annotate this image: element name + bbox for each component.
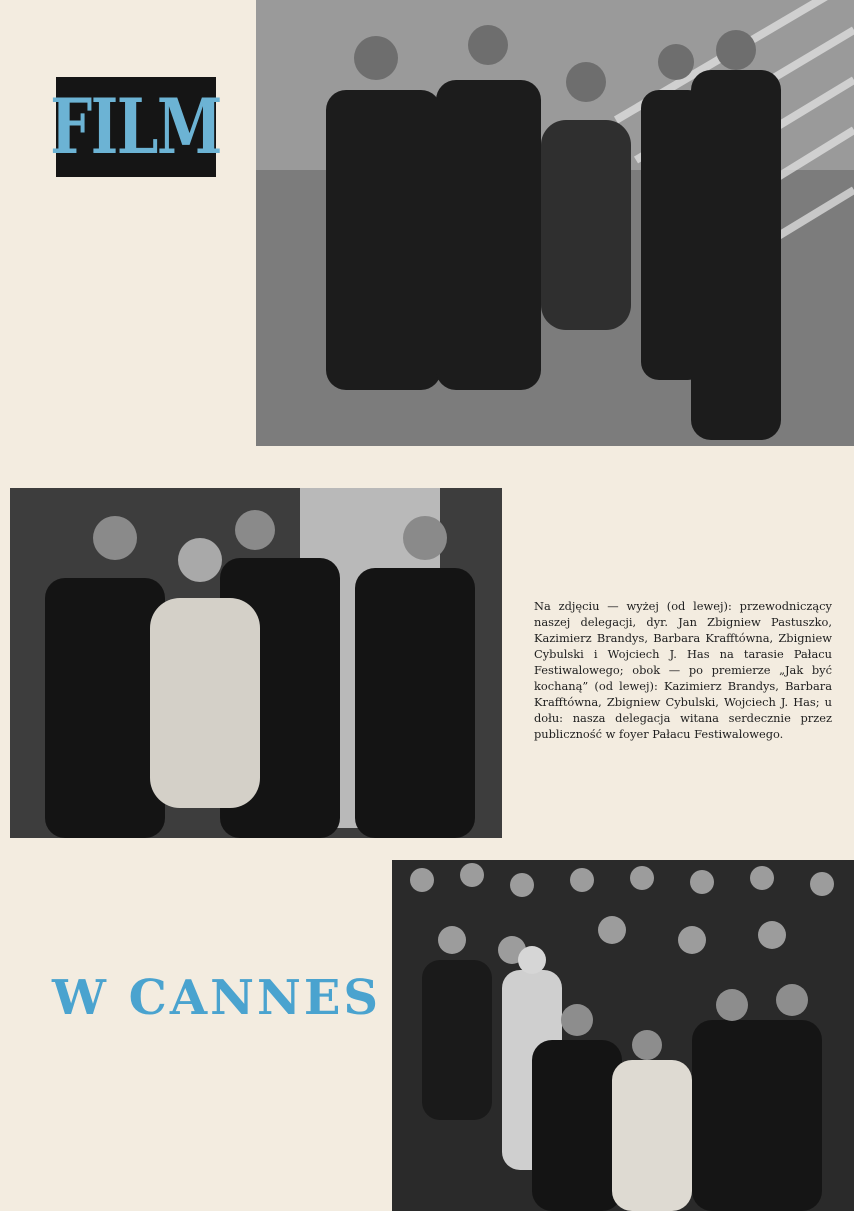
photo-foyer-welcome <box>392 860 854 1211</box>
film-title-block <box>50 77 222 177</box>
photo-premiere-group-image <box>10 488 502 838</box>
photo-foyer-welcome-image <box>392 860 854 1211</box>
cannes-title: W CANNES <box>52 970 382 1026</box>
film-title: FILM <box>50 82 222 171</box>
photo-terrace-delegation <box>256 0 854 446</box>
photo-terrace-delegation-image <box>256 0 854 446</box>
photo-caption: Na zdjęciu — wyżej (od lewej): przewodniczący naszej delegacji, dyr. Jan Zbigniew Pastuszko, Kazimierz Brandys, Barbara Krafftówna, Zbigniew Cybulski i Wojciech J. Has na tarasie Pałacu Festiwalowego; obok — po premierze „Jak być kochaną” (od lewej): Kazimierz Brandys, Barbara Krafftówna, Zbigniew Cybulski, Wojciech J. Has; u dołu: nasza delegacja witana serdecznie przez publiczność w foyer Pałacu Festiwalowego. <box>534 599 832 741</box>
photo-premiere-group <box>10 488 502 838</box>
